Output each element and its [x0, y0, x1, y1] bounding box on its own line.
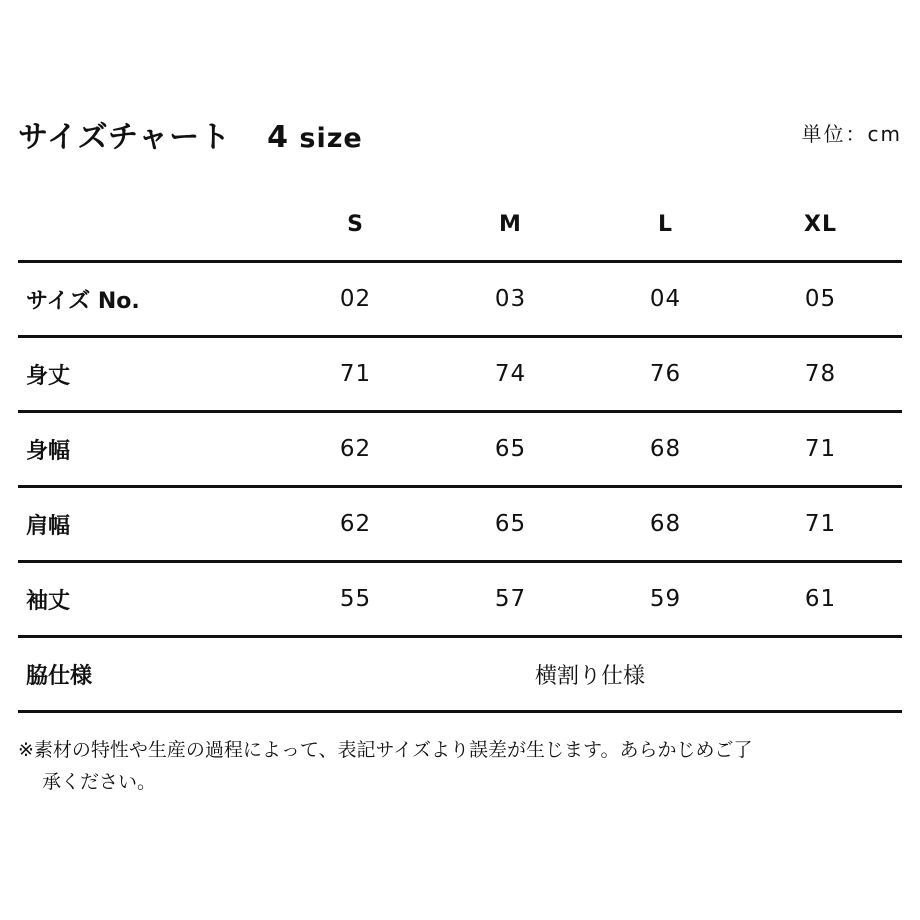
- table-cell: 57: [494, 586, 527, 612]
- row-label: サイズ No.: [26, 288, 140, 314]
- table-cell: 62: [339, 436, 372, 462]
- table-row: [18, 488, 902, 563]
- size-count: 4 size: [267, 120, 363, 155]
- table-cell: 68: [649, 511, 682, 537]
- table-cell: 59: [649, 586, 682, 612]
- chart-header: [18, 108, 902, 158]
- column-header-l: L: [657, 211, 674, 237]
- disclaimer-note: [18, 734, 902, 798]
- table-cell: 71: [804, 436, 837, 462]
- column-header-s: S: [347, 211, 364, 237]
- table-row: [18, 413, 902, 488]
- row-label: 肩幅: [26, 513, 71, 539]
- table-cell: 74: [494, 361, 527, 387]
- column-header-xl: XL: [804, 211, 837, 237]
- table-row: [18, 338, 902, 413]
- row-label: 脇仕様: [26, 663, 93, 689]
- table-row: [18, 563, 902, 638]
- unit-label: 単位：cm: [801, 122, 902, 146]
- table-cell: 05: [804, 286, 837, 312]
- row-label: 身幅: [26, 438, 71, 464]
- table-cell: 68: [649, 436, 682, 462]
- table-cell: 61: [804, 586, 837, 612]
- table-cell: 55: [339, 586, 372, 612]
- note-line-1: ※素材の特性や生産の過程によって、表記サイズより誤差が生じます。あらかじめご了: [18, 739, 753, 761]
- row-label: 身丈: [26, 363, 71, 389]
- table-cell: 03: [494, 286, 527, 312]
- spec-row: [18, 638, 902, 713]
- row-label: 袖丈: [26, 588, 71, 614]
- size-table: [18, 188, 902, 713]
- table-cell: 65: [494, 436, 527, 462]
- table-cell: 78: [804, 361, 837, 387]
- spec-value: 横割り仕様: [534, 663, 645, 689]
- table-header-row: [18, 188, 902, 263]
- note-line-2: 承ください。: [42, 771, 157, 793]
- title-text: サイズチャート: [18, 120, 232, 155]
- table-cell: 71: [804, 511, 837, 537]
- column-header-m: M: [499, 211, 522, 237]
- table-row: [18, 263, 902, 338]
- chart-title: [18, 112, 363, 156]
- table-cell: 76: [649, 361, 682, 387]
- table-cell: 62: [339, 511, 372, 537]
- table-cell: 71: [339, 361, 372, 387]
- table-cell: 04: [649, 286, 682, 312]
- table-cell: 65: [494, 511, 527, 537]
- table-cell: 02: [339, 286, 372, 312]
